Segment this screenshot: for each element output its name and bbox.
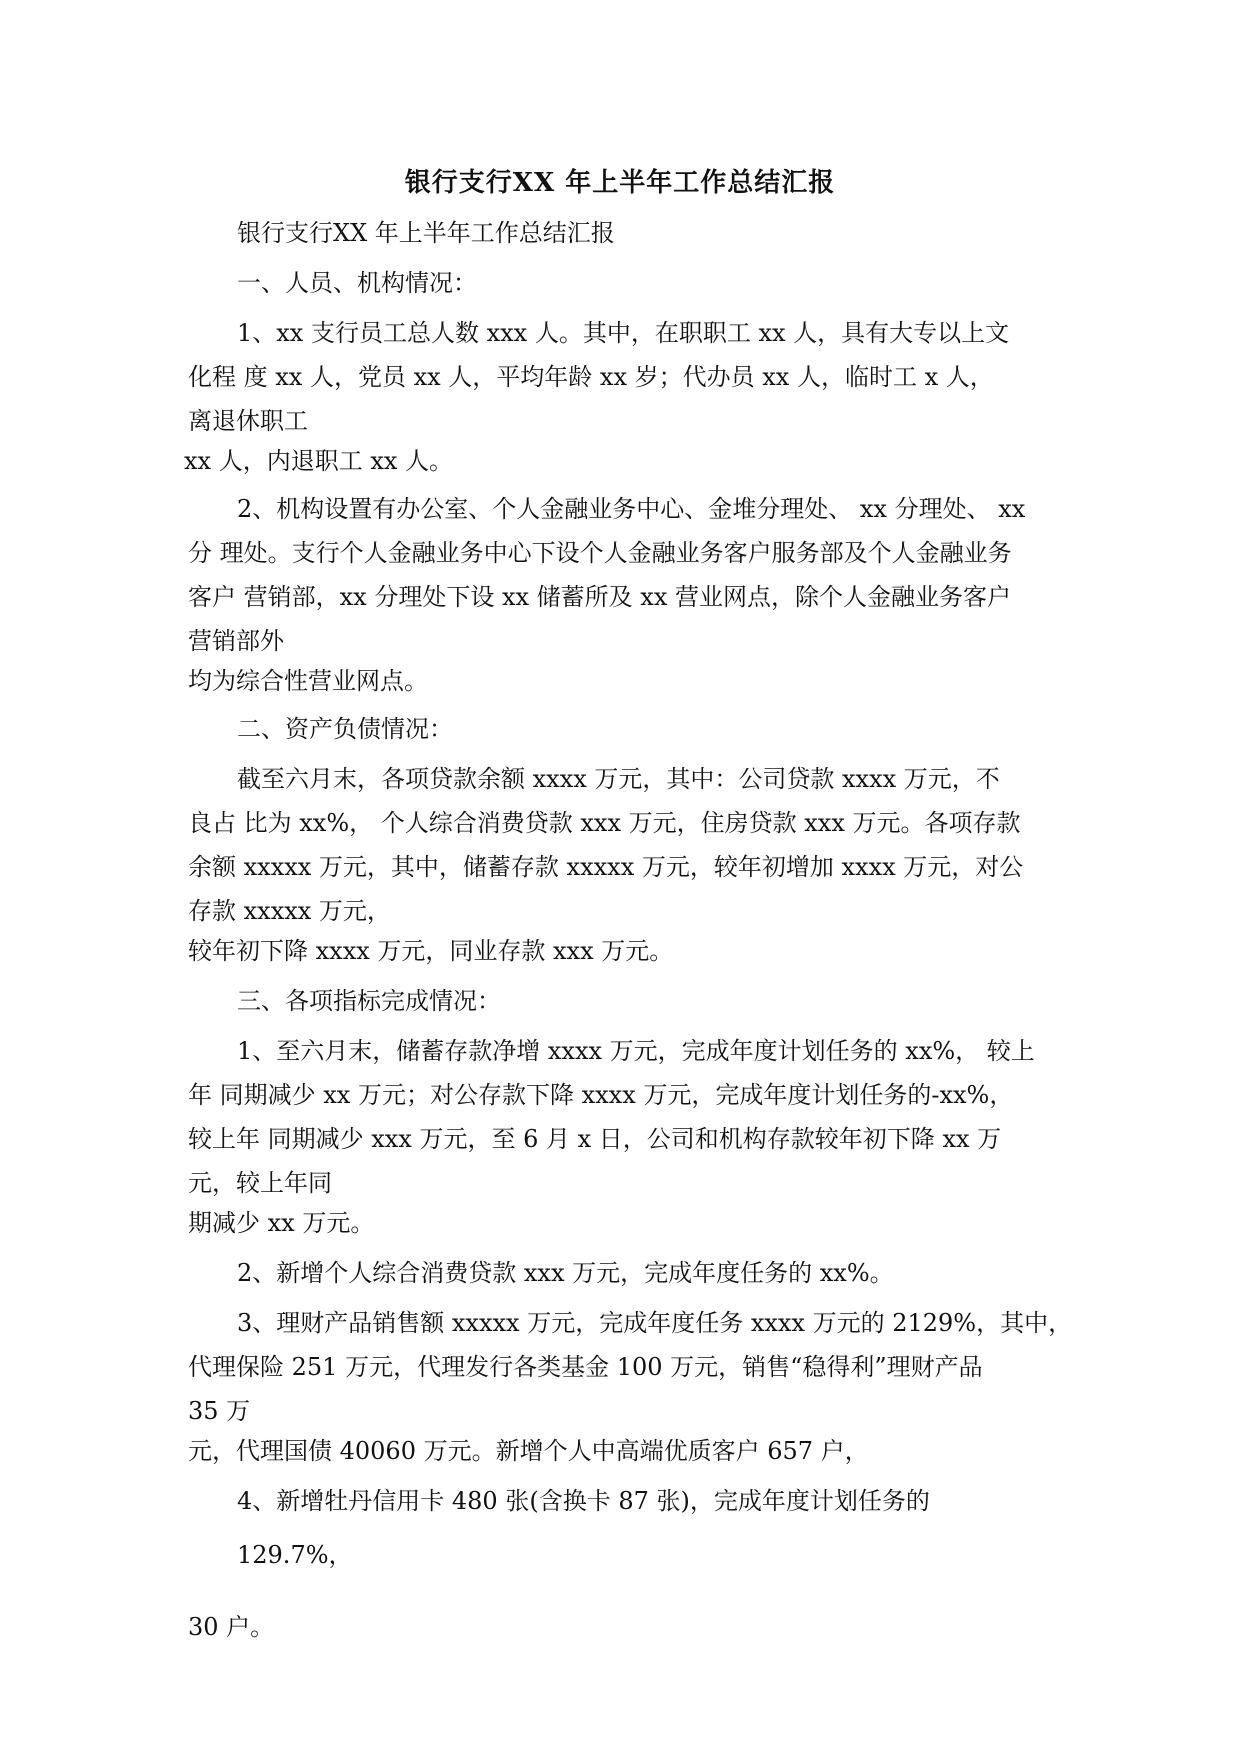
- section-heading-indicators: 三、各项指标完成情况：: [237, 987, 501, 1015]
- doc-line: 元，代理国债 40060 万元。新增个人中高端优质客户 657 户，: [188, 1437, 869, 1465]
- doc-line: 离退休职工: [188, 407, 308, 435]
- doc-line: 年 同期减少 xx 万元；对公存款下降 xxxx 万元，完成年度计划任务的-xx%，: [188, 1081, 1014, 1109]
- doc-line: 均为综合性营业网点。: [188, 667, 428, 695]
- section-heading-assets: 二、资产负债情况：: [237, 715, 453, 743]
- doc-line: 化程 度 xx 人，党员 xx 人，平均年龄 xx 岁；代办员 xx 人，临时工 x 人，: [188, 363, 994, 391]
- doc-line: 较年初下降 xxxx 万元，同业存款 xxx 万元。: [188, 937, 674, 965]
- doc-line: 截至六月末，各项贷款余额 xxxx 万元，其中：公司贷款 xxxx 万元，不: [237, 765, 1000, 793]
- document-title: 银行支行XX 年上半年工作总结汇报: [404, 168, 836, 198]
- doc-line-subtitle: 银行支行XX 年上半年工作总结汇报: [237, 219, 615, 247]
- doc-line: 客户 营销部，xx 分理处下设 xx 储蓄所及 xx 营业网点，除个人金融业务客户: [188, 583, 1011, 611]
- doc-line: 2、新增个人综合消费贷款 xxx 万元，完成年度任务的 xx%。: [237, 1259, 894, 1287]
- doc-line: 30 户。: [188, 1613, 275, 1641]
- doc-line: 代理保险 251 万元，代理发行各类基金 100 万元，销售“稳得利”理财产品: [188, 1353, 983, 1381]
- doc-line: 129.7%，: [237, 1541, 353, 1569]
- doc-line: 4、新增牡丹信用卡 480 张(含换卡 87 张)，完成年度计划任务的: [237, 1487, 930, 1515]
- doc-line: 良占 比为 xx%， 个人综合消费贷款 xxx 万元，住房贷款 xxx 万元。各项存款: [188, 809, 1021, 837]
- doc-line: 3、理财产品销售额 xxxxx 万元，完成年度任务 xxxx 万元的 2129%，其中，: [237, 1309, 1073, 1337]
- doc-line: 余额 xxxxx 万元，其中，储蓄存款 xxxxx 万元，较年初增加 xxxx 万元，对公: [188, 853, 1024, 881]
- doc-line: 1、至六月末，储蓄存款净增 xxxx 万元，完成年度计划任务的 xx%， 较上: [237, 1037, 1035, 1065]
- section-heading-personnel: 一、人员、机构情况：: [237, 269, 477, 297]
- doc-line: 较上年 同期减少 xxx 万元，至 6 月 x 日，公司和机构存款较年初下降 xx 万: [188, 1125, 1002, 1153]
- doc-line: 2、机构设置有办公室、个人金融业务中心、金堆分理处、 xx 分理处、 xx: [237, 495, 1026, 523]
- doc-line: 营销部外: [188, 627, 284, 655]
- doc-line: 期减少 xx 万元。: [188, 1209, 375, 1237]
- doc-line: 元，较上年同: [188, 1169, 332, 1197]
- doc-line: 35 万: [188, 1397, 251, 1425]
- doc-line: 1、xx 支行员工总人数 xxx 人。其中，在职职工 xx 人，具有大专以上文: [237, 319, 1010, 347]
- doc-line: 存款 xxxxx 万元，: [188, 897, 391, 925]
- doc-line: 分 理处。支行个人金融业务中心下设个人金融业务客户服务部及个人金融业务: [188, 539, 1012, 567]
- doc-line: xx 人，内退职工 xx 人。: [184, 447, 454, 475]
